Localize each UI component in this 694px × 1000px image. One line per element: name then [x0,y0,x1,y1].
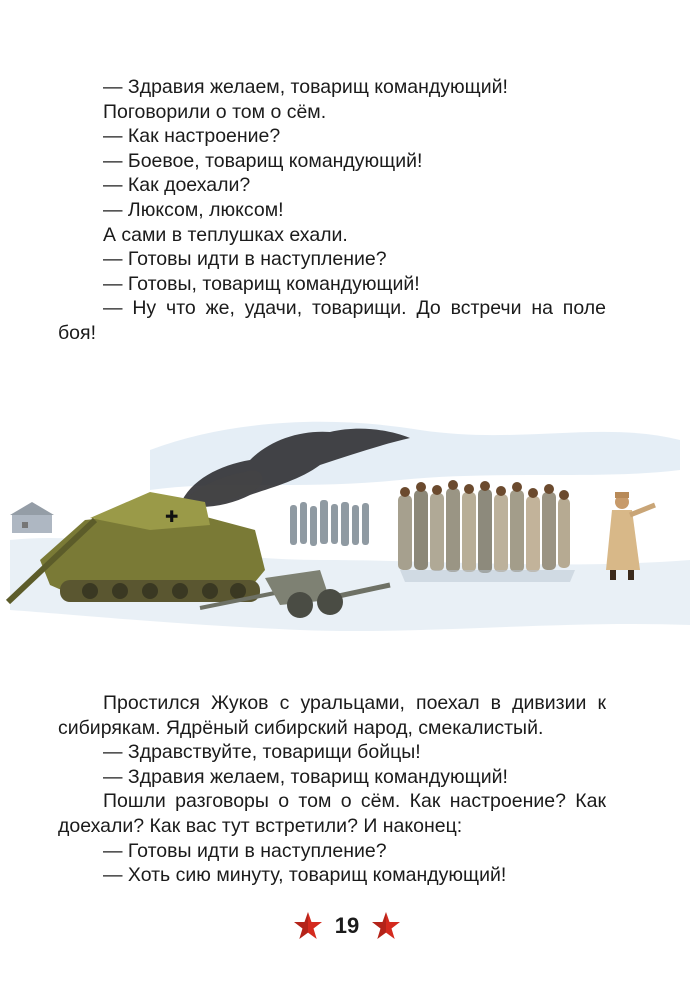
soldiers-far [290,500,369,546]
paragraph: — Готовы, товарищ командующий! [103,272,420,295]
paragraph: — Здравия желаем, товарищ командующий! [103,76,508,98]
paragraph: Пошли разговоры о том о сём. Как настроение? Как доехали? Как вас тут встретили? И наконец: [58,790,606,837]
paragraph: — Как настроение? [103,125,281,148]
paragraph: — Готовы идти в наступление? [103,839,387,862]
red-star-icon [293,911,323,941]
soldiers-group [398,480,575,582]
paragraph: — Хоть сию минуту, товарищ командующий! [103,864,507,887]
paragraph: А сами в теплушках ехали. [103,223,348,246]
paragraph: — Как доехали? [103,174,251,197]
page-footer [0,908,694,944]
paragraph: Поговорили о том о сём. [103,100,327,123]
paragraph: — Боевое, товарищ командующий! [103,149,423,172]
text-block-bottom [58,691,606,888]
paragraph: — Здравия желаем, товарищ командующий! [103,765,508,788]
red-star-icon [371,911,401,941]
page-number: 19 [334,913,360,938]
paragraph: — Здравствуйте, товарищи бойцы! [103,741,421,764]
svg-text:✚: ✚ [165,507,179,526]
text-block-top [58,75,606,346]
paragraph: — Ну что же, удачи, товарищи. До встречи на поле боя! [58,297,606,344]
paragraph: Простился Жуков с уральцами, поехал в дивизии к сибирякам. Ядрёный сибирский народ, смекалистый. [58,692,606,739]
war-illustration [0,410,694,640]
paragraph: — Люксом, люксом! [103,198,284,221]
paragraph: — Готовы идти в наступление? [103,248,387,271]
distant-village [10,502,54,533]
